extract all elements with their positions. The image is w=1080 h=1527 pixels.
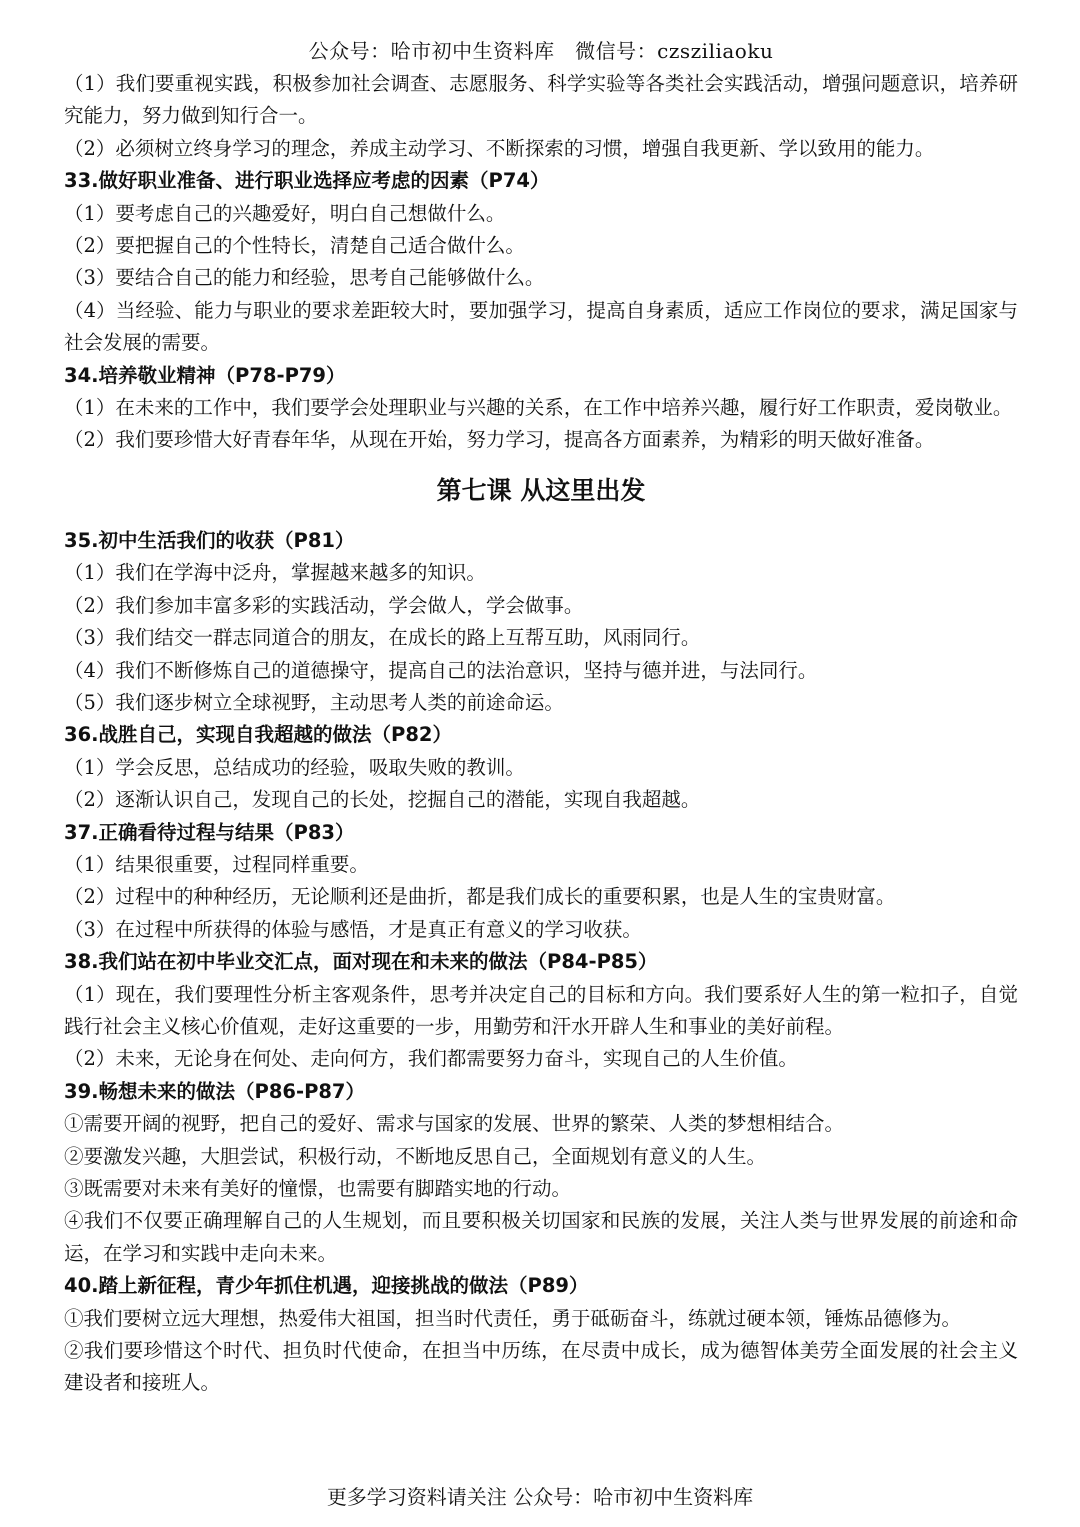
- section-34: [64, 360, 1018, 457]
- list-item: （2）过程中的种种经历，无论顺利还是曲折，都是我们成长的重要积累，也是人生的宝贵财富。: [64, 885, 896, 909]
- intro-block: [64, 68, 1018, 165]
- list-item: ②我们要珍惜这个时代、担负时代使命，在担当中历练，在尽责中成长，成为德智体美劳全面发展的社会主义建设者和接班人。: [64, 1339, 1018, 1395]
- section-33: [64, 165, 1018, 359]
- list-item: （1）结果很重要，过程同样重要。: [64, 852, 369, 876]
- list-item: （2）逐渐认识自己，发现自己的长处，挖掘自己的潜能，实现自我超越。: [64, 788, 701, 812]
- section-heading: 37.正确看待过程与结果（P83）: [64, 820, 355, 844]
- list-item: ③既需要对未来有美好的憧憬，也需要有脚踏实地的行动。: [64, 1177, 572, 1200]
- list-item: （1）要考虑自己的兴趣爱好，明白自己想做什么。: [64, 201, 506, 225]
- section-36: [64, 719, 1018, 816]
- list-item: （5）我们逐步树立全球视野，主动思考人类的前途命运。: [64, 690, 564, 714]
- section-heading: 33.做好职业准备、进行职业选择应考虑的因素（P74）: [64, 169, 550, 193]
- list-item: [64, 133, 1018, 165]
- list-item: （1）我们在学海中泛舟，掌握越来越多的知识。: [64, 561, 486, 585]
- section-40: [64, 1270, 1018, 1400]
- list-item: （2）要把握自己的个性特长，清楚自己适合做什么。: [64, 234, 525, 258]
- list-item: ④我们不仅要正确理解自己的人生规划，而且要积极关切国家和民族的发展，关注人类与世界发展的前途和命运，在学习和实践中走向未来。: [64, 1209, 1018, 1265]
- list-item: ①需要开阔的视野，把自己的爱好、需求与国家的发展、世界的繁荣、人类的梦想相结合。: [64, 1112, 845, 1136]
- item-text: （2）必须树立终身学习的理念，养成主动学习、不断探索的习惯，增强自我更新、学以致用的能力。: [64, 136, 935, 160]
- list-item: （2）我们参加丰富多彩的实践活动，学会做人，学会做事。: [64, 593, 584, 617]
- section-35: [64, 525, 1018, 719]
- page-header: 公众号：哈市初中生资料库 微信号：czsziliaoku: [308, 39, 774, 63]
- item-text: （1）我们要重视实践，积极参加社会调查、志愿服务、科学实验等各类社会实践活动，增强问题意识，培养研究能力，努力做到知行合一。: [64, 72, 1018, 128]
- list-item: （3）在过程中所获得的体验与感悟，才是真正有意义的学习收获。: [64, 917, 642, 941]
- list-item: （4）我们不断修炼自己的道德操守，提高自己的法治意识，坚持与德并进，与法同行。: [64, 658, 818, 682]
- list-item: （1）学会反思，总结成功的经验，吸取失败的教训。: [64, 755, 525, 779]
- list-item: ①我们要树立远大理想，热爱伟大祖国，担当时代责任，勇于砥砺奋斗，练就过硬本领，锤炼品德修为。: [64, 1306, 962, 1330]
- list-item: （4）当经验、能力与职业的要求差距较大时，要加强学习，提高自身素质，适应工作岗位的要求，满足国家与社会发展的需要。: [64, 298, 1018, 355]
- section-heading: 34.培养敬业精神（P78-P79）: [64, 363, 346, 387]
- list-item: （1）在未来的工作中，我们要学会处理职业与兴趣的关系，在工作中培养兴趣，履行好工作职责，爱岗敬业。: [64, 396, 1013, 420]
- section-heading: 40.踏上新征程，青少年抓住机遇，迎接挑战的做法（P89）: [64, 1274, 589, 1298]
- list-item: ②要激发兴趣，大胆尝试，积极行动，不断地反思自己，全面规划有意义的人生。: [64, 1144, 767, 1168]
- list-item: （2）我们要珍惜大好青春年华，从现在开始，努力学习，提高各方面素养，为精彩的明天做好准备。: [64, 428, 935, 452]
- list-item: （1）现在，我们要理性分析主客观条件，思考并决定自己的目标和方向。我们要系好人生的第一粒扣子，自觉践行社会主义核心价值观，走好这重要的一步，用勤劳和汗水开辟人生和事业的美好前程。: [64, 982, 1018, 1038]
- list-item: （3）要结合自己的能力和经验，思考自己能够做什么。: [64, 266, 545, 290]
- section-heading: 36.战胜自己，实现自我超越的做法（P82）: [64, 723, 452, 747]
- page-footer: 更多学习资料请关注 公众号：哈市初中生资料库: [326, 1485, 754, 1509]
- list-item: [64, 68, 1018, 133]
- list-item: （2）未来，无论身在何处、走向何方，我们都需要努力奋斗，实现自己的人生价值。: [64, 1047, 798, 1071]
- section-heading: 39.畅想未来的做法（P86-P87）: [64, 1079, 365, 1103]
- section-37: [64, 817, 1018, 947]
- section-heading: 38.我们站在初中毕业交汇点，面对现在和未来的做法（P84-P85）: [64, 950, 658, 974]
- list-item: （3）我们结交一群志同道合的朋友，在成长的路上互帮互助，风雨同行。: [64, 626, 701, 650]
- section-heading: 35.初中生活我们的收获（P81）: [64, 528, 355, 552]
- chapter-title: 第七课 从这里出发: [436, 475, 646, 505]
- section-39: [64, 1076, 1018, 1270]
- section-38: [64, 946, 1018, 1076]
